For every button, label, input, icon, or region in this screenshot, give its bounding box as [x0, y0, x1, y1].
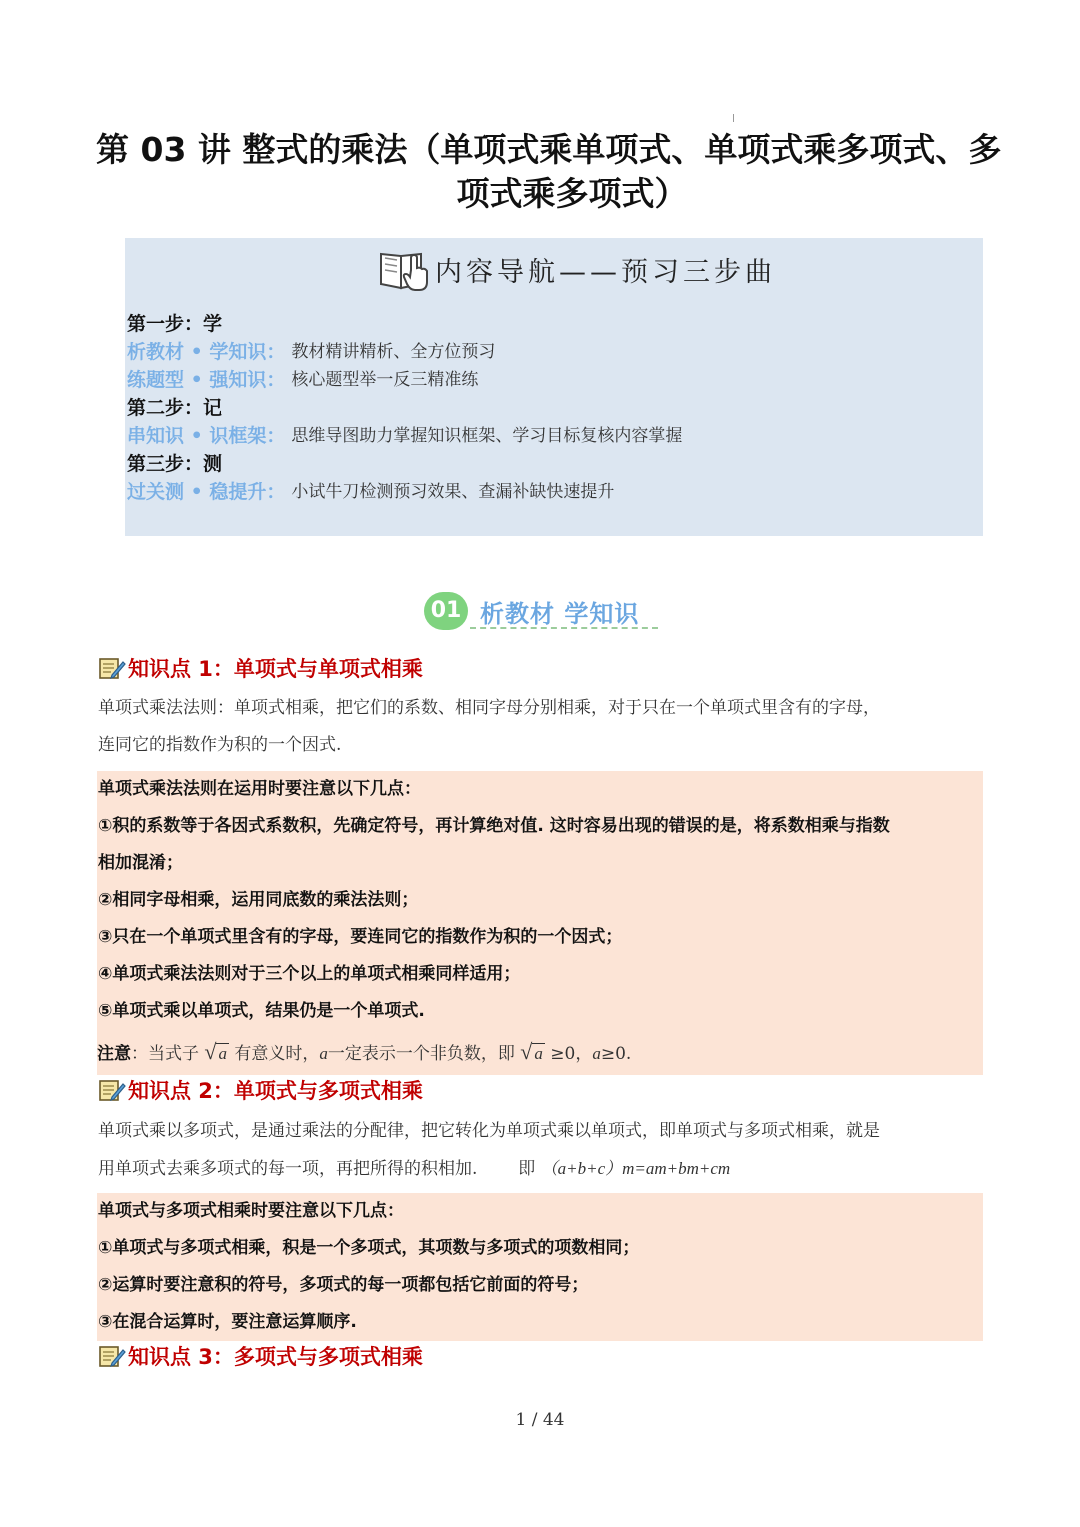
nav-item-desc: 核心题型举一反三精准练 [291, 370, 479, 390]
page-mark [733, 114, 734, 122]
caution-text: ≥0， [550, 1044, 593, 1064]
kp2-rule-text: 用单项式去乘多项式的每一项，再把所得的积相加. [98, 1159, 478, 1179]
kp1-note: ④单项式乘法法则对于三个以上的单项式相乘同样适用； [98, 964, 521, 984]
kp1-note: ⑤单项式乘以单项式，结果仍是一个单项式. [98, 1001, 425, 1021]
caution-var: a [319, 1044, 328, 1063]
nav-item-desc: 教材精讲精析、全方位预习 [291, 342, 496, 362]
section-number: 01 [424, 592, 468, 630]
kp2-note: 单项式与多项式相乘时要注意以下几点： [98, 1201, 404, 1221]
knowledge-point-3-label: 知识点 3：多项式与多项式相乘 [128, 1345, 423, 1369]
formula-prefix: 即 [518, 1159, 536, 1179]
caution-label: 注意 [97, 1044, 131, 1064]
kp2-note: ③在混合运算时，要注意运算顺序. [98, 1312, 357, 1332]
kp1-note: ②相同字母相乘，运用同底数的乘法法则； [98, 890, 419, 910]
notebook-pencil-icon [98, 1344, 126, 1368]
section-divider [470, 627, 658, 629]
knowledge-point-2-label: 知识点 2：单项式与多项式相乘 [128, 1079, 423, 1103]
sqrt-arg: a [534, 1044, 543, 1063]
sqrt-expression: √ a [204, 1039, 227, 1064]
nav-item-tag: 过关测 • 稳提升： [127, 481, 286, 503]
knowledge-point-1-heading [98, 652, 423, 684]
nav-item-desc: 小试牛刀检测预习效果、查漏补缺快速提升 [291, 482, 615, 502]
kp1-rule [98, 690, 984, 764]
kp1-note: ③只在一个单项式里含有的字母，要连同它的指数作为积的一个因式； [98, 927, 623, 947]
nav-step-2: 第二步：记 [127, 397, 223, 419]
kp1-caution [97, 1030, 983, 1076]
page-number: 1 / 44 [515, 1410, 565, 1430]
nav-step-1: 第一步：学 [127, 313, 223, 335]
title-line-1: 第 03 讲 整式的乘法（单项式乘单项式、单项式乘多项式、多 [96, 130, 1002, 169]
nav-item [127, 338, 977, 366]
sqrt-expression: √ a [520, 1039, 543, 1064]
nav-item-tag: 析教材 • 学知识： [127, 341, 286, 363]
kp1-note: 相加混淆； [98, 853, 183, 873]
nav-item [127, 366, 977, 394]
kp1-note: 单项式乘法法则在运用时要注意以下几点： [98, 779, 421, 799]
caution-text: 有意义时， [234, 1044, 320, 1064]
caution-text: ≥0. [600, 1044, 632, 1064]
caution-text: ：当式子 [131, 1044, 199, 1064]
kp1-rule-line-2: 连同它的指数作为积的一个因式. [98, 735, 342, 755]
kp2-rule-line-1: 单项式乘以多项式，是通过乘法的分配律，把它转化为单项式乘以单项式，即单项式与多项式相乘，就是 [98, 1121, 880, 1141]
kp1-note: ①积的系数等于各因式系数积，先确定符号，再计算绝对值. 这时容易出现的错误的是，将系数相乘与指数 [98, 816, 890, 836]
nav-item-tag: 串知识 • 识框架： [127, 425, 286, 447]
nav-header [377, 244, 776, 294]
knowledge-point-1-label: 知识点 1：单项式与单项式相乘 [128, 657, 423, 681]
kp2-rule [98, 1113, 984, 1188]
caution-text: 一定表示一个非负数，即 [327, 1044, 515, 1064]
nav-item [127, 422, 977, 450]
section-label: 析教材 学知识 [480, 599, 640, 628]
content-navigation-box [125, 238, 983, 536]
sqrt-arg: a [218, 1044, 227, 1063]
nav-item [127, 478, 977, 506]
document-title [96, 128, 1002, 216]
kp2-notes-box [97, 1193, 983, 1341]
distributive-formula: （a+b+c）m=am+bm+cm [540, 1159, 731, 1178]
nav-item-tag: 练题型 • 强知识： [127, 369, 286, 391]
kp2-note: ②运算时要注意积的符号，多项式的每一项都包括它前面的符号； [98, 1275, 589, 1295]
kp1-notes-box [97, 771, 983, 1075]
nav-item-desc: 思维导图助力掌握知识框架、学习目标复核内容掌握 [291, 426, 683, 446]
knowledge-point-3-heading [98, 1340, 423, 1372]
kp2-rule-line-2 [98, 1150, 984, 1188]
notebook-pencil-icon [98, 1078, 126, 1102]
caution-var: a [592, 1044, 601, 1063]
kp2-note: ①单项式与多项式相乘，积是一个多项式，其项数与多项式的项数相同； [98, 1238, 640, 1258]
nav-steps [127, 310, 977, 506]
nav-step-3: 第三步：测 [127, 453, 223, 475]
title-line-2: 项式乘多项式） [456, 174, 688, 213]
book-hand-icon [377, 244, 435, 294]
notebook-pencil-icon [98, 656, 126, 680]
nav-title: 内容导航——预习三步曲 [435, 256, 776, 288]
knowledge-point-2-heading [98, 1074, 423, 1106]
kp1-rule-line-1: 单项式乘法法则：单项式相乘，把它们的系数、相同字母分别相乘，对于只在一个单项式里含有的字母， [98, 698, 880, 718]
